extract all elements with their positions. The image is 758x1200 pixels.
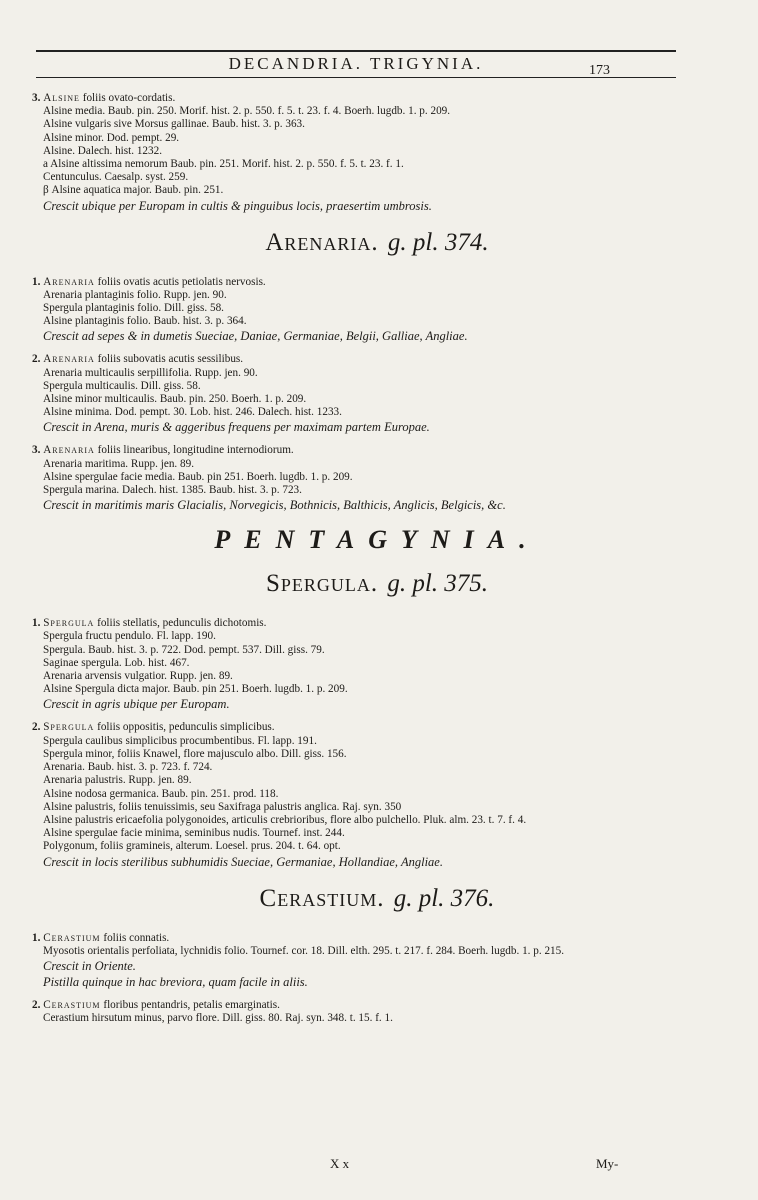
header-top-rule	[36, 50, 676, 52]
synonym-line: Arenaria. Baub. hist. 3. p. 723. f. 724.	[43, 761, 213, 774]
synonym-line: Alsine minor multicaulis. Baub. pin. 250. Boerh. 1. p. 209.	[43, 393, 307, 406]
synonym-line: Arenaria maritima. Rupp. jen. 89.	[43, 457, 194, 470]
synonym-line: a Alsine altissima nemorum Baub. pin. 251. Morif. hist. 2. p. 550. f. 5. t. 23. f. 1.	[43, 158, 404, 171]
species-heading	[32, 444, 722, 457]
synonym-line: Saginae spergula. Lob. hist. 467.	[43, 656, 190, 669]
habitat-line: Crescit in maritimis maris Glacialis, Norvegicis, Bothnicis, Balthicis, Anglicis, Belgicis, &c.	[43, 498, 506, 513]
genus-reference: g. pl. 374.	[387, 228, 489, 256]
synonym-line: β Alsine aquatica major. Baub. pin. 251.	[43, 184, 224, 197]
species-heading	[32, 932, 722, 945]
habitat-line: Crescit ad sepes & in dumetis Sueciae, Daniae, Germaniae, Belgii, Galliae, Angliae.	[43, 329, 468, 344]
synonym-line: Spergula fructu pendulo. Fl. lapp. 190.	[43, 630, 216, 643]
synonym-line: Cerastium hirsutum minus, parvo flore. Dill. giss. 80. Raj. syn. 348. t. 15. f. 1.	[43, 1012, 393, 1025]
synonym-line: Alsine minima. Dod. pempt. 30. Lob. hist. 246. Dalech. hist. 1233.	[43, 406, 342, 419]
habitat-line: Crescit in Arena, muris & aggeribus frequens per maximam partem Europae.	[43, 420, 430, 435]
species-name: Cerastium	[43, 931, 101, 944]
synonym-line: Alsine palustris, foliis tenuissimis, seu Saxifraga palustris anglica. Raj. syn. 350	[43, 800, 402, 813]
page-body	[32, 92, 722, 1025]
species-name: Arenaria	[43, 353, 95, 366]
synonym-line: Alsine. Dalech. hist. 1232.	[43, 144, 163, 157]
synonym-line: Myosotis orientalis perfoliata, lychnidis folio. Tournef. cor. 18. Dill. elth. 295. t. 217. f. 284. Boerh. lugdb. 1. p. 215.	[43, 944, 565, 957]
entry-spacer	[32, 712, 722, 721]
synonym-line: Spergula minor, foliis Knawel, flore majusculo albo. Dill. giss. 156.	[43, 747, 347, 760]
synonym-line: Alsine Spergula dicta major. Baub. pin 251. Boerh. lugdb. 1. p. 209.	[43, 683, 348, 696]
species-heading	[32, 276, 722, 289]
synonym-line: Alsine vulgaris sive Morsus gallinae. Baub. hist. 3. p. 363.	[43, 118, 305, 131]
synonym-line: Alsine plantaginis folio. Baub. hist. 3. p. 364.	[43, 315, 247, 328]
species-number: 2.	[32, 998, 41, 1011]
species-name: Spergula	[43, 617, 95, 630]
species-name: Arenaria	[43, 444, 95, 457]
species-description: foliis stellatis, pedunculis dichotomis.	[97, 617, 267, 630]
synonym-line: Alsine palustris ericaefolia polygonoides, articulis crebrioribus, flore albo pulchello. Pluk. alm. 23. t. 7. f. 4.	[43, 813, 527, 826]
synonym-line: Alsine minor. Dod. pempt. 29.	[43, 131, 180, 144]
signature-mark: X x	[330, 1156, 350, 1171]
synonym-line: Spergula caulibus simplicibus procumbentibus. Fl. lapp. 191.	[43, 734, 317, 747]
species-description: foliis connatis.	[103, 931, 170, 944]
species-heading	[32, 999, 722, 1012]
species-number: 3.	[32, 444, 41, 457]
entry-spacer	[32, 990, 722, 999]
synonym-line: Centunculus. Caesalp. syst. 259.	[43, 171, 189, 184]
synonym-line: Spergula plantaginis folio. Dill. giss. 58.	[43, 302, 224, 315]
note-line: Pistilla quinque in hac breviora, quam facile in aliis.	[43, 974, 308, 989]
species-heading	[32, 617, 722, 630]
species-description: foliis oppositis, pedunculis simplicibus.	[97, 721, 275, 734]
synonym-line: Spergula. Baub. hist. 3. p. 722. Dod. pempt. 537. Dill. giss. 79.	[43, 643, 325, 656]
note-line: Crescit in Oriente.	[43, 958, 136, 973]
genus-name: Cerastium.	[259, 884, 385, 912]
synonym-line: Arenaria arvensis vulgatior. Rupp. jen. 89.	[43, 670, 233, 683]
genus-name: Spergula.	[265, 570, 379, 598]
species-heading	[32, 92, 722, 105]
species-description: foliis linearibus, longitudine internodiorum.	[97, 444, 294, 457]
habitat-line: Crescit in agris ubique per Europam.	[43, 697, 230, 712]
species-number: 3.	[32, 92, 41, 104]
synonym-line: Alsine nodosa germanica. Baub. pin. 251. prod. 118.	[43, 787, 279, 800]
entry-spacer	[32, 344, 722, 353]
synonym-line: Arenaria multicaulis serpillifolia. Rupp. jen. 90.	[43, 366, 258, 379]
synonym-line: Alsine spergulae facie media. Baub. pin 251. Boerh. lugdb. 1. p. 209.	[43, 470, 353, 483]
page-number: 173	[589, 63, 610, 78]
species-description: foliis ovatis acutis petiolatis nervosis.	[97, 275, 266, 288]
synonym-line: Spergula marina. Dalech. hist. 1385. Baub. hist. 3. p. 723.	[43, 484, 302, 497]
synonym-line: Alsine media. Baub. pin. 250. Morif. hist. 2. p. 550. f. 5. t. 23. f. 4. Boerh. lugdb. 1. p. 209.	[43, 105, 451, 118]
genus-reference: g. pl. 375.	[387, 570, 489, 598]
genus-reference: g. pl. 376.	[393, 884, 495, 912]
species-name: Arenaria	[43, 275, 95, 288]
species-description: foliis ovato-cordatis.	[82, 92, 176, 104]
species-name: Alsine	[43, 92, 80, 104]
species-heading	[32, 721, 722, 734]
species-description: foliis subovatis acutis sessilibus.	[97, 353, 244, 366]
habitat-line: Crescit ubique per Europam in cultis & pinguibus locis, praesertim umbrosis.	[43, 198, 432, 213]
species-number: 1.	[32, 275, 41, 288]
species-name: Cerastium	[43, 998, 101, 1011]
header-bottom-rule	[36, 77, 676, 78]
genus-heading	[32, 884, 722, 914]
species-number: 2.	[32, 721, 41, 734]
genus-heading	[32, 569, 722, 599]
genus-name: Arenaria.	[265, 228, 379, 256]
species-heading	[32, 353, 722, 366]
synonym-line: Arenaria palustris. Rupp. jen. 89.	[43, 774, 192, 787]
order-heading: PENTAGYNIA.	[214, 525, 540, 555]
running-header: DECANDRIA. TRIGYNIA.	[228, 54, 484, 73]
species-description: floribus pentandris, petalis emarginatis.	[103, 998, 280, 1011]
habitat-line: Crescit in locis sterilibus subhumidis Sueciae, Germaniae, Hollandiae, Angliae.	[43, 854, 443, 869]
synonym-line: Alsine spergulae facie minima, seminibus nudis. Tournef. inst. 244.	[43, 827, 345, 840]
synonym-line: Spergula multicaulis. Dill. giss. 58.	[43, 379, 201, 392]
catchword: My-	[596, 1156, 619, 1171]
species-number: 2.	[32, 353, 41, 366]
synonym-line: Arenaria plantaginis folio. Rupp. jen. 90.	[43, 288, 227, 301]
species-number: 1.	[32, 617, 41, 630]
genus-heading	[32, 228, 722, 258]
species-number: 1.	[32, 931, 41, 944]
entry-spacer	[32, 435, 722, 444]
synonym-line: Polygonum, foliis gramineis, alterum. Loesel. prus. 204. t. 64. opt.	[43, 840, 341, 853]
species-name: Spergula	[43, 721, 95, 734]
